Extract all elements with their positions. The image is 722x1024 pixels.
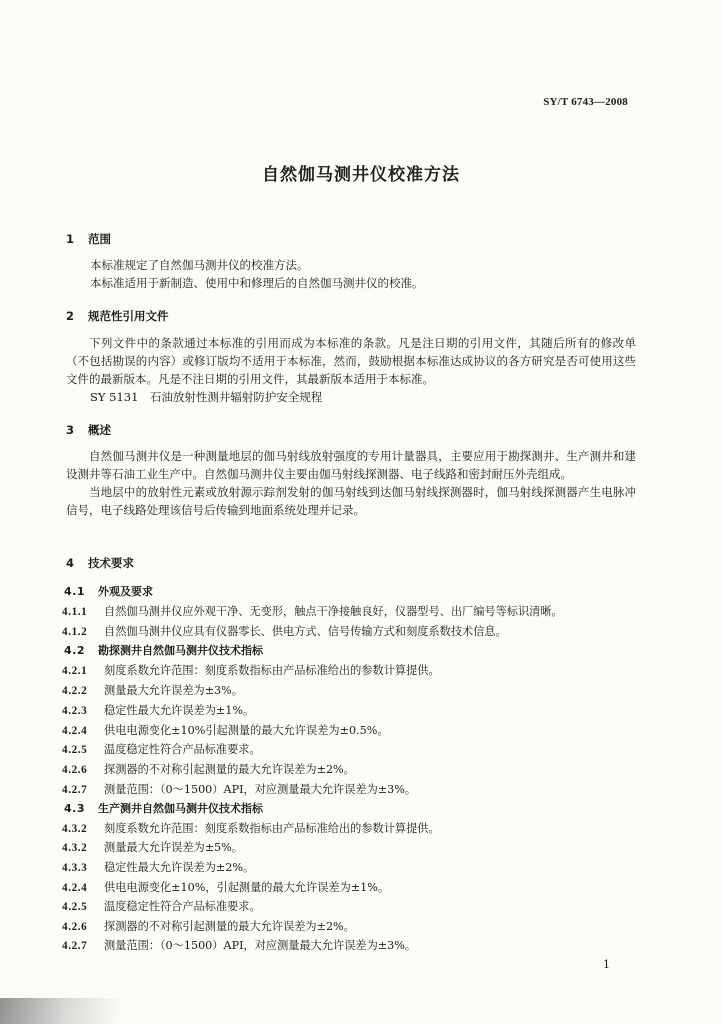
subsection-number: 4.1 bbox=[64, 585, 85, 598]
section-title: 概述 bbox=[88, 423, 111, 437]
clause-item: 4.2.7 测量范围：（0～1500）API，对应测量最大允许误差为±3%。 bbox=[62, 939, 417, 952]
section-number: 3 bbox=[66, 423, 75, 437]
standard-number: SY/T 6743—2008 bbox=[543, 96, 628, 108]
paragraph: 本标准适用于新制造、使用中和修理后的自然伽马测井仪的校准。 bbox=[90, 276, 424, 290]
subsection-4-1-heading bbox=[64, 583, 153, 599]
subsection-title: 生产测井自然伽马测井仪技术指标 bbox=[98, 802, 263, 815]
subsection-number: 4.2 bbox=[64, 644, 85, 657]
section-1-heading bbox=[66, 231, 111, 247]
section-title: 规范性引用文件 bbox=[88, 309, 169, 323]
section-2-heading bbox=[66, 308, 169, 324]
section-3-heading bbox=[66, 422, 111, 438]
section-title: 技术要求 bbox=[88, 556, 134, 570]
clause-item: 4.2.6 探测器的不对称引起测量的最大允许误差为±2%。 bbox=[62, 920, 355, 933]
section-number: 4 bbox=[66, 556, 75, 570]
paragraph: 当地层中的放射性元素或放射源示踪剂发射的伽马射线到达伽马射线探测器时，伽马射线探测器产生电脉冲信号，电子线路处理该信号后传输到地面系统处理并记录。 bbox=[66, 485, 636, 517]
clause-item: 4.1.2 自然伽马测井仪应具有仪器零长、供电方式、信号传输方式和刻度系数技术信息。 bbox=[62, 625, 507, 638]
clause-item: 4.2.4 供电电源变化±10%，引起测量的最大允许误差为±1%。 bbox=[62, 881, 390, 894]
page-number: 1 bbox=[603, 958, 610, 971]
paragraph: 本标准规定了自然伽马测井仪的校准方法。 bbox=[90, 258, 309, 272]
subsection-4-2-heading bbox=[64, 642, 263, 658]
section-2-body bbox=[66, 334, 636, 406]
clause-item: 4.2.2 测量最大允许误差为±3%。 bbox=[62, 684, 243, 697]
clause-item: 4.3.2 刻度系数允许范围：刻度系数指标由产品标准给出的参数计算提供。 bbox=[62, 822, 440, 835]
subsection-title: 勘探测井自然伽马测井仪技术指标 bbox=[98, 644, 263, 657]
section-number: 2 bbox=[66, 309, 75, 323]
clause-item: 4.2.7 测量范围：（0～1500）API，对应测量最大允许误差为±3%。 bbox=[62, 783, 417, 796]
clause-item: 4.1.1 自然伽马测井仪应外观干净、无变形，触点干净接触良好，仪器型号、出厂编号等标识清晰。 bbox=[62, 605, 563, 618]
section-title: 范围 bbox=[88, 232, 111, 246]
section-number: 1 bbox=[66, 232, 75, 246]
clause-item: 4.2.5 温度稳定性符合产品标准要求。 bbox=[62, 900, 261, 913]
clause-item: 4.2.6 探测器的不对称引起测量的最大允许误差为±2%。 bbox=[62, 763, 355, 776]
clause-item: 4.3.2 测量最大允许误差为±5%。 bbox=[62, 841, 243, 854]
subsection-title: 外观及要求 bbox=[98, 585, 153, 598]
document-title: 自然伽马测井仪校准方法 bbox=[262, 165, 460, 185]
paragraph: 下列文件中的条款通过本标准的引用而成为本标准的条款。凡是注日期的引用文件，其随后所有的修改单（不包括勘误的内容）或修订版均不适用于本标准，然而，鼓励根据本标准达成协议的各方研究是否可使用这些文件的最新版本。凡是不注日期的引用文件，其最新版本适用于本标准。 bbox=[66, 336, 636, 386]
clause-item: 4.2.1 刻度系数允许范围：刻度系数指标由产品标准给出的参数计算提供。 bbox=[62, 664, 440, 677]
reference-item: SY 5131 石油放射性测井辐射防护安全规程 bbox=[90, 390, 323, 404]
clause-item: 4.2.4 供电电源变化±10%引起测量的最大允许误差为±0.5%。 bbox=[62, 724, 389, 737]
section-3-body bbox=[66, 447, 636, 519]
subsection-number: 4.3 bbox=[64, 802, 85, 815]
clause-item: 4.2.3 稳定性最大允许误差为±1%。 bbox=[62, 704, 255, 717]
section-1-body bbox=[66, 256, 636, 292]
paragraph: 自然伽马测井仪是一种测量地层的伽马射线放射强度的专用计量器具，主要应用于勘探测井、生产测井和建设测井等石油工业生产中。自然伽马测井仪主要由伽马射线探测器、电子线路和密封耐压外壳组成。 bbox=[66, 449, 636, 481]
section-4-heading bbox=[66, 555, 134, 571]
clause-item: 4.2.5 温度稳定性符合产品标准要求。 bbox=[62, 743, 261, 756]
subsection-4-3-heading bbox=[64, 800, 263, 816]
clause-item: 4.3.3 稳定性最大允许误差为±2%。 bbox=[62, 861, 255, 874]
scan-smudge bbox=[0, 998, 120, 1024]
